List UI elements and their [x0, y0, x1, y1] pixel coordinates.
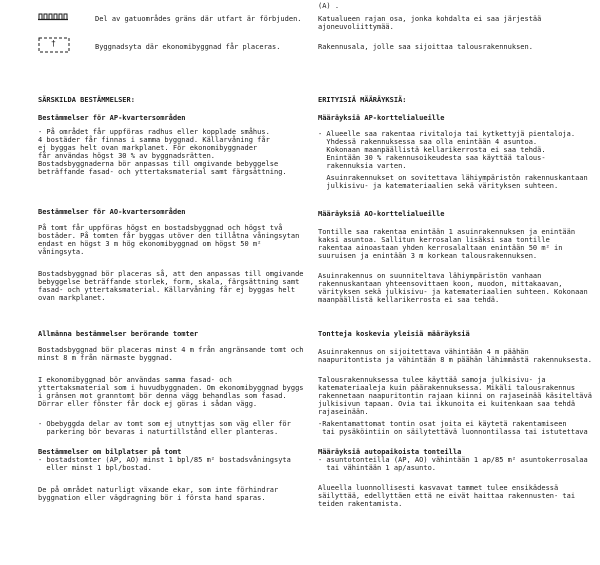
sv-ao-line: Bostadsbyggnad bör placeras så, att den anpassas till omgivande: [38, 270, 304, 278]
sv-ap-line: Bostadsbyggnaderna bör anpassas till omgivande bebyggelse: [38, 160, 279, 168]
legend-street-fi-1: Katualueen rajan osa, jonka kohdalta ei saa järjestää: [318, 15, 542, 23]
sv-ao-line: bebyggelse beträffande storlek, form, skala, färgsättning samt: [38, 278, 300, 286]
fi-general-line: rajaseinään.: [318, 408, 369, 416]
sv-general-line: yttertaksmaterial som i huvudbyggnaden. Om ekonomibyggnad byggs: [38, 384, 304, 392]
fi-general-line: tai pysäköintiin on säilytettävä luonnontilassa tai istutettava: [318, 428, 588, 436]
fi-parking-heading: Määräyksiä autopaikoista tonteilla: [318, 448, 462, 456]
sv-ao-line: På tomt får uppföras högst en bostadsbyggnad och högst två: [38, 224, 283, 232]
sv-oak-line: byggnation eller vägdragning bör i första hand sparas.: [38, 494, 266, 502]
sv-parking-line: eller minst 1 bpl/bostad.: [38, 464, 152, 472]
fi-general-heading: Tontteja koskevia yleisiä määräyksiä: [318, 330, 470, 338]
fi-general-line: Talousrakennuksessa tulee käyttää samoja julkisivu- ja: [318, 376, 546, 384]
fi-parking-line: tai vähintään 1 ap/asunto.: [318, 464, 437, 472]
sv-general-line: minst 8 m från närmaste byggnad.: [38, 354, 173, 362]
sv-general-line: Bostadsbyggnad bör placeras minst 4 m från angränsande tomt och: [38, 346, 304, 354]
fi-ap-line: rakennuksia varten.: [318, 162, 407, 170]
sv-general-line: i gränsen mot granntomt bör denna vägg behandlas som fasad.: [38, 392, 287, 400]
fi-ap-line: Kokonaan maanpäällistä kellarikerrosta ei saa tehdä.: [318, 146, 546, 154]
fi-ao-line: värityksen sekä julkisivu- ja katemateriaalien suhteen. Kokonaan: [318, 288, 588, 296]
fi-general-line: katemateriaaleja kuin päärakennuksessa. Mikäli talousrakennus: [318, 384, 576, 392]
sv-general-line: I ekonomibyggnad bör användas samma fasad- och: [38, 376, 232, 384]
fi-general-line: -Rakentamattomat tontin osat joita ei käytetä rakentamiseen: [318, 420, 567, 428]
sv-general-line: Dörrar eller fönster får dock ej göras i sådan vägg.: [38, 400, 258, 408]
fi-ao-line: suuruisen ja enintään 3 m korkean talousrakennuksen.: [318, 252, 538, 260]
cross-icon: †: [51, 39, 56, 48]
fi-oak-line: teiden rakentamista.: [318, 500, 403, 508]
fi-ao-line: rakentaa ainoastaan yhden kerrosalaltaan enintään 50 m² in: [318, 244, 563, 252]
street-area-boundary-symbol: [38, 12, 68, 21]
legend-street-fi-2: ajoneuvoliittymää.: [318, 23, 394, 31]
fi-ap-line: Asuinrakennukset on sovitettava lähiympäristön rakennuskantaan: [318, 174, 588, 182]
fi-ao-line: kaksi asuntoa. Sallitun kerrosalan lisäksi saa tontille: [318, 236, 550, 244]
sv-parking-heading: Bestämmelser om bilplatser på tomt: [38, 448, 182, 456]
fi-ao-line: Tontille saa rakentaa enintään 1 asuinrakennuksen ja enintään: [318, 228, 576, 236]
fi-parking-line: - asuntotonteilla (AP, AO) vähintään 1 ap/85 m² asuntokerrosalaa: [318, 456, 588, 464]
sv-general-line: - Obebyggda delar av tomt som ej utnyttjas som väg eller för: [38, 420, 291, 428]
sv-section-title: SÄRSKILDA BESTÄMMELSER:: [38, 96, 135, 104]
sv-oak-line: De på området naturligt växande ekar, som inte förhindrar: [38, 486, 279, 494]
sv-ap-line: beträffande fasad- och yttertaksmaterial samt färgsättning.: [38, 168, 287, 176]
fi-ap-line: Enintään 30 % rakennusoikeudesta saa käyttää talous-: [318, 154, 546, 162]
sv-ap-heading: Bestämmelser för AP-kvartersområden: [38, 114, 186, 122]
sv-ap-line: - På området får uppföras radhus eller kopplade småhus.: [38, 128, 270, 136]
fi-ap-line: julkisivu- ja katemateriaalien sekä värityksen suhteen.: [318, 182, 559, 190]
fi-ao-heading: Määräyksiä AO-korttelialueille: [318, 210, 445, 218]
sv-parking-line: - bostadstomter (AP, AO) minst 1 bpl/85 m² bostadsvåningsyta: [38, 456, 291, 464]
top-cut-text: (A) .: [318, 2, 340, 10]
fi-ao-line: Asuinrakennus on suunniteltava lähiympäristön vanhaan: [318, 272, 542, 280]
fi-general-line: rakennetaan naapuritontin rajaan kiinni on rajaseinää käsiteltävä: [318, 392, 592, 400]
sv-general-heading: Allmänna bestämmelser berörande tomter: [38, 330, 199, 338]
sv-ao-line: ovan markplanet.: [38, 294, 106, 302]
sv-ao-line: fasad- och yttertaksmaterial. Källarvåning får ej byggas helt: [38, 286, 296, 294]
fi-ap-line: - Alueelle saa rakentaa rivitaloja tai kytkettyjä pientaloja.: [318, 130, 576, 138]
sv-ao-line: bostäder. På tomten får byggas utöver den tillåtna våningsytan: [38, 232, 300, 240]
sv-ap-line: får användas högst 30 % av byggnadsrätten.: [38, 152, 216, 160]
sv-ap-line: ej byggas helt ovan markplanet. För ekonomibyggnader: [38, 144, 258, 152]
fi-ap-heading: Määräyksiä AP-korttelialueille: [318, 114, 445, 122]
fi-general-line: julkisivun tapaan. Ovia tai ikkunoita ei kuitenkaan saa tehdä: [318, 400, 576, 408]
sv-ao-heading: Bestämmelser för AO-kvartersområden: [38, 208, 186, 216]
legend-building-sv: Byggnadsyta där ekonomibyggnad får placeras.: [95, 43, 281, 51]
sv-ap-line: 4 bostäder får finnas i samma byggnad. Källarvåning får: [38, 136, 270, 144]
fi-general-line: Asuinrakennus on sijoitettava vähintään 4 m päähän: [318, 348, 529, 356]
legend-building-fi: Rakennusala, jolle saa sijoittaa talousrakennuksen.: [318, 43, 533, 51]
sv-general-line: parkering bör bevaras i naturtillstånd eller planteras.: [38, 428, 279, 436]
legend-street-sv: Del av gatuområdes gräns där utfart är förbjuden.: [95, 15, 302, 23]
fi-oak-line: säilyttää, edellyttäen että ne eivät haittaa rakennusten- tai: [318, 492, 576, 500]
sv-ao-line: våningsyta.: [38, 248, 85, 256]
fi-ao-line: rakennuskantaan yhteensovittaen koon, muodon, mittakaavan,: [318, 280, 563, 288]
fi-general-line: naapuritontista ja vähintään 8 m päähän lähimmästä rakennuksesta.: [318, 356, 592, 364]
fi-ap-line: Yhdessä rakennuksessa saa olla enintään 4 asuntoa.: [318, 138, 538, 146]
fi-oak-line: Alueella luonnollisesti kasvavat tammet tulee ensikädessä: [318, 484, 559, 492]
sv-ao-line: endast en högst 3 m hög ekonomibyggnad om högst 50 m²: [38, 240, 262, 248]
fi-section-title: ERITYISIÄ MÄÄRÄYKSIÄ:: [318, 96, 407, 104]
fi-ao-line: maanpäällistä kellarikerrosta ei saa tehdä.: [318, 296, 500, 304]
